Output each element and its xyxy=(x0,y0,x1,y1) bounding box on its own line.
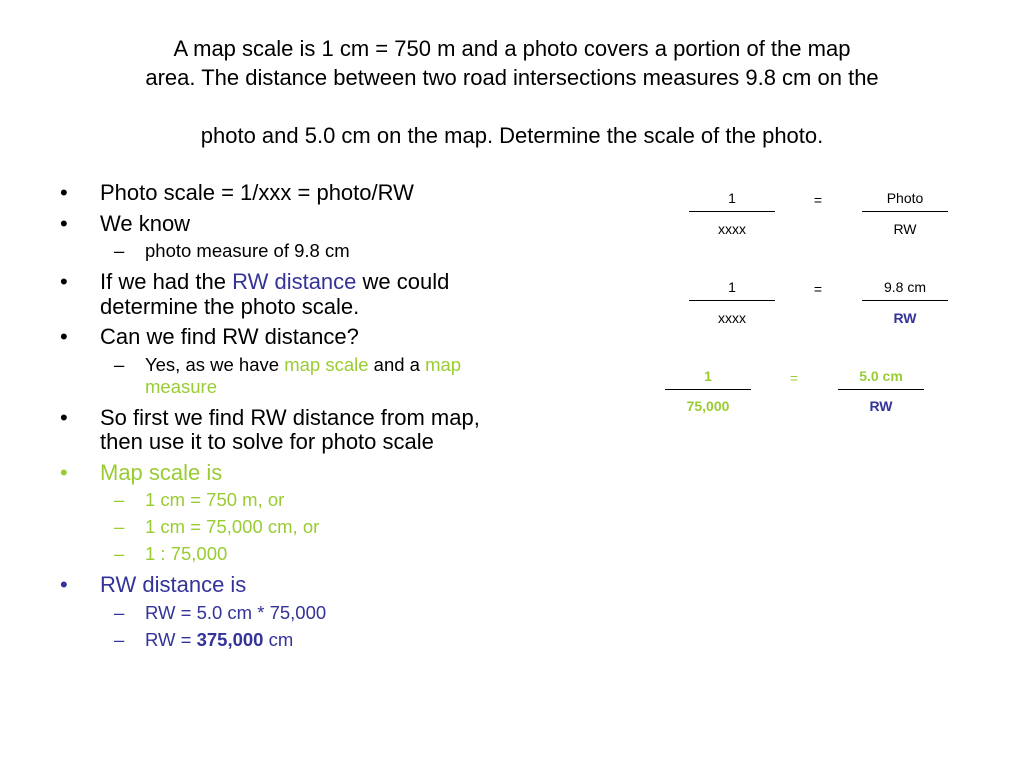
map-scale-highlight: map scale xyxy=(284,353,369,375)
title-line-1: A map scale is 1 cm = 750 m and a photo covers a portion of the map xyxy=(173,36,851,61)
dash-mark: – xyxy=(114,489,125,510)
f2-equals: = xyxy=(813,281,823,297)
sub-bullet-text: 1 cm = 750 m, or xyxy=(145,489,285,510)
f1-num-right: Photo xyxy=(886,190,924,206)
bullet-find-rw xyxy=(58,325,518,350)
bullet-text: Map scale is xyxy=(100,459,223,485)
dash-mark: – xyxy=(114,628,125,650)
f1-equals: = xyxy=(813,192,823,208)
bullet-text: So first we find RW distance from map, then use it to solve for photo scale xyxy=(100,404,480,454)
f2-num-right: 9.8 cm xyxy=(883,279,926,295)
f2-den-right: RW xyxy=(893,310,917,326)
bullet-mark: • xyxy=(60,459,68,485)
title-line-2: area. The distance between two road intersections measures 9.8 cm on the xyxy=(145,65,879,90)
sub-bullet-rw-result xyxy=(58,629,518,651)
bullet-mark: • xyxy=(60,210,68,236)
dash-mark: – xyxy=(114,353,125,375)
bullet-list xyxy=(58,181,518,656)
bullet-first-find-rw xyxy=(58,406,518,455)
bullet-rw-distance-is xyxy=(58,573,518,598)
f2-num-left: 1 xyxy=(728,279,736,295)
rw-result-pre: RW = xyxy=(145,628,197,650)
sub-bullet-text xyxy=(145,629,293,650)
title-line-3: photo and 5.0 cm on the map. Determine the scale of the photo. xyxy=(200,123,824,148)
sub-bullet-scale-2 xyxy=(58,516,518,538)
f1-bar-right xyxy=(862,211,948,212)
bullet-text-post: we could determine the photo scale. xyxy=(100,269,450,319)
bullet-rw-distance-condition xyxy=(58,270,518,319)
bullet-we-know xyxy=(58,212,518,237)
f2-den-left: xxxx xyxy=(718,310,746,326)
sub-bullet-scale-1 xyxy=(58,489,518,511)
sub-bullet-text: RW = 5.0 cm * 75,000 xyxy=(145,601,327,623)
bullet-text: Can we find RW distance? xyxy=(100,324,359,349)
bullet-mark: • xyxy=(60,180,68,205)
f2-bar-right xyxy=(862,300,948,301)
bullet-text: We know xyxy=(100,210,191,236)
map-measure-highlight: map measure xyxy=(145,353,462,397)
f3-num-right: 5.0 cm xyxy=(859,368,903,384)
f1-num-left: 1 xyxy=(728,190,736,206)
bullet-photo-scale xyxy=(58,181,518,206)
sub-bullet-text: photo measure of 9.8 cm xyxy=(145,240,350,261)
f3-bar-right xyxy=(838,389,924,390)
bullet-map-scale-is xyxy=(58,461,518,486)
sub-bullet-scale-3 xyxy=(58,543,518,565)
sub-bullet-rw-calc xyxy=(58,602,518,624)
f3-den-right: RW xyxy=(869,398,893,414)
sub-bullet-text: 1 : 75,000 xyxy=(145,543,228,564)
sub-bullet-text xyxy=(145,354,461,397)
rw-result-value: 375,000 xyxy=(196,628,264,650)
f3-num-left: 1 xyxy=(704,368,712,384)
dash-mark: – xyxy=(114,543,125,564)
sub-bullet-mid: and a xyxy=(368,353,426,375)
f1-bar-left xyxy=(689,211,775,212)
sub-bullet-map-scale-measure xyxy=(58,354,505,398)
sub-bullet-pre: Yes, as we have xyxy=(145,353,285,375)
f3-den-left: 75,000 xyxy=(686,398,730,414)
sub-bullet-photo-measure xyxy=(58,240,518,262)
rw-result-unit: cm xyxy=(263,628,294,650)
dash-mark: – xyxy=(114,516,125,537)
dash-mark: – xyxy=(114,601,125,623)
bullet-text xyxy=(100,269,449,319)
bullet-mark: • xyxy=(60,269,68,294)
bullet-mark: • xyxy=(60,324,68,349)
bullet-text-pre: If we had the xyxy=(100,269,233,294)
f2-bar-left xyxy=(689,300,775,301)
f1-den-left: xxxx xyxy=(718,221,746,237)
rw-distance-highlight: RW distance xyxy=(232,269,357,294)
bullet-text: Photo scale = 1/xxx = photo/RW xyxy=(100,180,414,205)
slide-title xyxy=(40,34,984,150)
f1-den-right: RW xyxy=(893,221,917,237)
bullet-mark: • xyxy=(60,572,68,597)
f3-bar-left xyxy=(665,389,751,390)
f3-equals: = xyxy=(789,370,799,386)
bullet-text: RW distance is xyxy=(100,572,247,597)
bullet-mark: • xyxy=(60,404,68,430)
dash-mark: – xyxy=(114,240,125,261)
sub-bullet-text: 1 cm = 75,000 cm, or xyxy=(145,516,320,537)
